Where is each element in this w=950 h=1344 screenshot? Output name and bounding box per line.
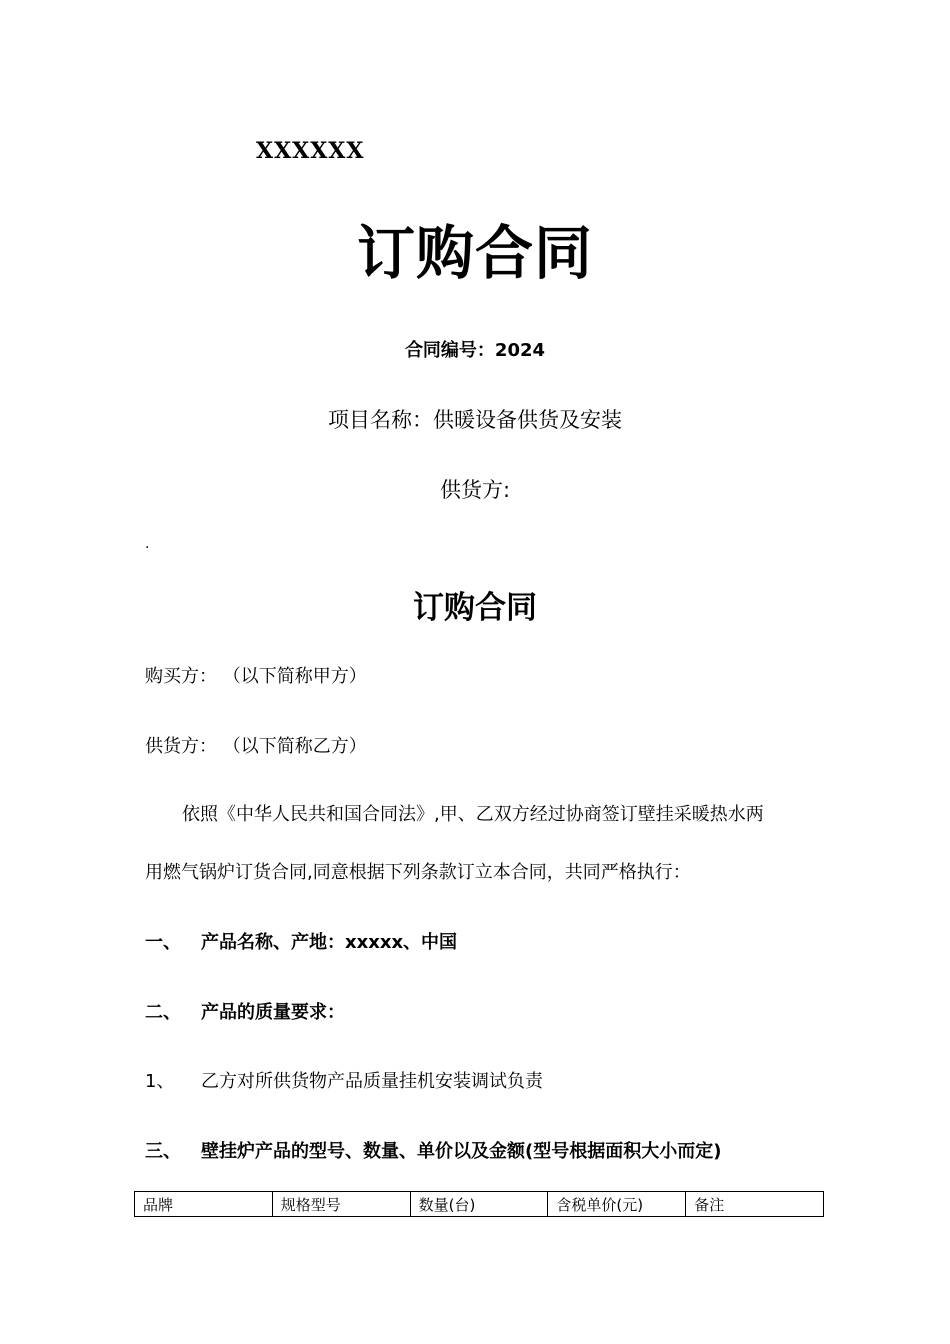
company-name: XXXXXX (256, 138, 365, 164)
section-text: 产品名称、产地：xxxxx、中国 (201, 932, 458, 953)
intro-paragraph-line-2: 用燃气锅炉订货合同,同意根据下列条款订立本合同，共同严格执行： (145, 862, 691, 883)
product-table (134, 1191, 824, 1217)
intro-paragraph-line-1: 依照《中华人民共和国合同法》,甲、乙双方经过协商签订壁挂采暖热水两 (182, 804, 764, 825)
project-name: 项目名称：供暖设备供货及安装 (328, 408, 622, 432)
section-number: 二、 (145, 1002, 181, 1023)
supplier-line: 供货方： （以下简称乙方） (145, 736, 367, 757)
contract-number: 合同编号：2024 (404, 340, 546, 361)
column-header: 备注 (686, 1192, 824, 1217)
section-text: 产品的质量要求： (201, 1002, 345, 1023)
section-text: 壁挂炉产品的型号、数量、单价以及金额(型号根据面积大小而定) (201, 1141, 722, 1162)
column-header: 规格型号 (272, 1192, 410, 1217)
item-number: 1、 (145, 1071, 175, 1092)
column-header: 数量(台) (410, 1192, 548, 1217)
cover-supplier: 供货方: (439, 478, 511, 502)
section-number: 三、 (145, 1141, 181, 1162)
column-header: 含税单价(元) (548, 1192, 686, 1217)
item-text: 乙方对所供货物产品质量挂机安装调试负责 (201, 1071, 543, 1092)
section-number: 一、 (145, 932, 181, 953)
buyer-line: 购买方： （以下简称甲方） (145, 666, 367, 687)
table-header-row (135, 1192, 824, 1217)
column-header: 品牌 (135, 1192, 273, 1217)
contract-title: 订购合同 (413, 590, 537, 626)
cover-title: 订购合同 (356, 219, 593, 287)
separator-dot: . (145, 536, 150, 552)
